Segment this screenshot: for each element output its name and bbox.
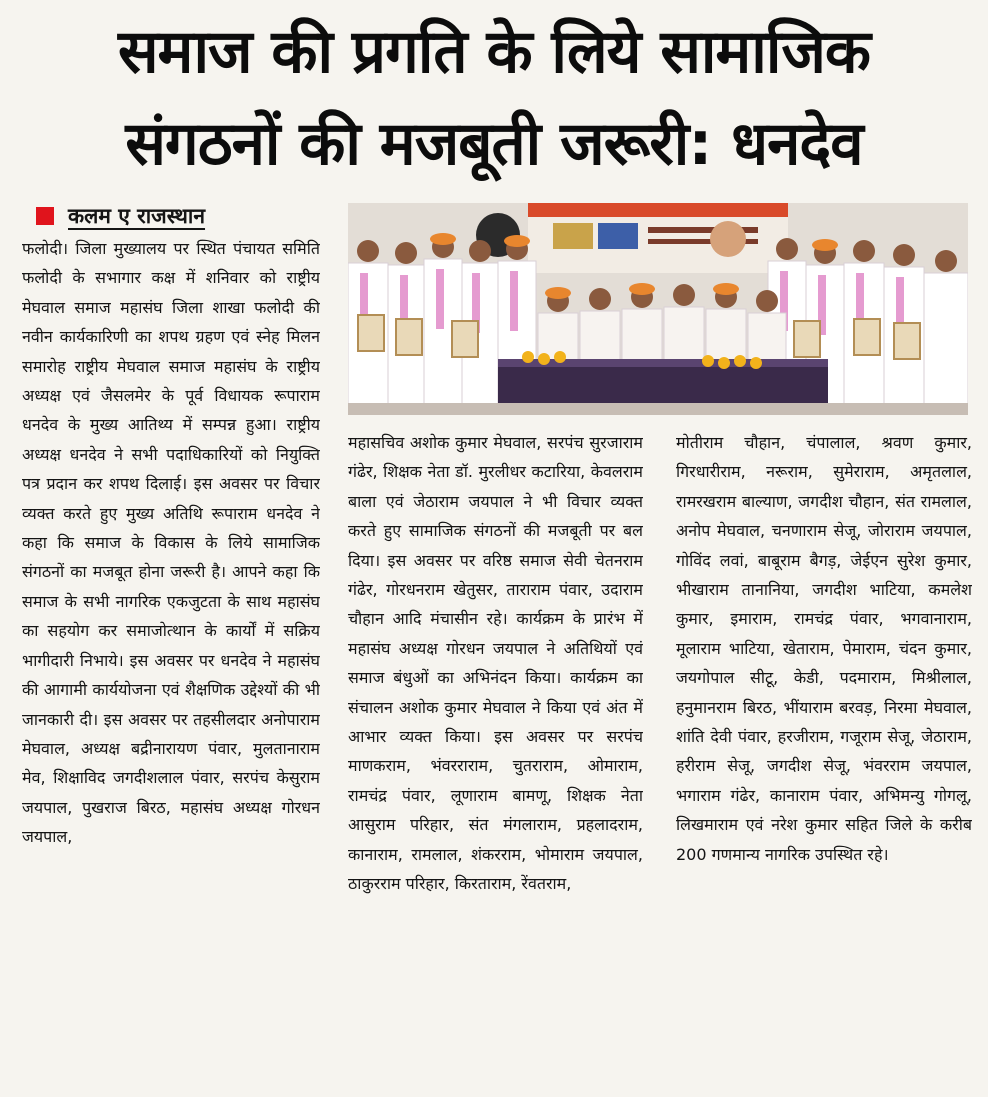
article-column-1	[22, 234, 320, 1080]
byline-square-icon	[36, 207, 54, 225]
group-photo	[348, 203, 968, 415]
article-paragraph-3: मोतीराम चौहान, चंपालाल, श्रवण कुमार, गिरधारीराम, नरूराम, सुमेराराम, अमृतलाल, रामरखराम बाल्याण, जगदीश चौहान, संत रामलाल, अनोप मेघवाल, चनणाराम सेजू, जोराराम जयपाल, गोविंद लवां, बाबूराम बैगड़, जेईएन सुरेश कुमार, भीखाराम तानानिया, जगदीश भाटिया, कमलेश कुमार, इमाराम, रामचंद्र पंवार, भगवानाराम, मूलाराम भाटिया, खेताराम, पेमाराम, चंदन कुमार, जयगोपाल सीटू, केडी, पदमाराम, मिश्रीलाल, हनुमानराम बिरठ, भींयाराम बरवड़, निरमा मेघवाल, शांति देवी पंवार, हरजीराम, गजूराम सेजू, जेठाराम, हरीराम सेजू, जगदीश सेजू, भंवरराम जयपाल, भगाराम गंढेर, कानाराम पंवार, अभिमन्यु गोगलू, लिखमाराम एवं नरेश कुमार सहित जिले के करीब 200 गणमान्य नागरिक उपस्थित रहे।	[676, 433, 972, 864]
byline-name: कलम ए राजस्थान	[68, 204, 206, 228]
article-column-2	[348, 428, 643, 1080]
headline	[0, 6, 988, 190]
headline-line-2: संगठनों की मजबूती जरूरी: धनदेव	[125, 109, 863, 179]
article-column-3	[676, 428, 972, 1080]
byline	[36, 200, 205, 232]
article-paragraph-1: फलोदी। जिला मुख्यालय पर स्थित पंचायत समिति फलोदी के सभागार कक्ष में शनिवार को राष्ट्रीय मेघवाल समाज महासंघ जिला शाखा फलोदी की नवीन कार्यकारिणी का शपथ ग्रहण एवं स्नेह मिलन समारोह राष्ट्रीय मेघवाल समाज महासंघ के राष्ट्रीय अध्यक्ष एवं जैसलमेर के पूर्व विधायक रूपाराम धनदेव के मुख्य आतिथ्य में सम्पन्न हुआ। राष्ट्रीय अध्यक्ष धनदेव ने सभी पदाधिकारियों को नियुक्ति पत्र प्रदान कर शपथ दिलाई। इस अवसर पर विचार व्यक्त करते हुए मुख्य अतिथि रूपाराम धनदेव ने कहा कि समाज के विकास के लिये सामाजिक संगठनों का मजबूत होना जरूरी है। आपने कहा कि समाज के सभी नागरिक एकजुटता के साथ महासंघ का सहयोग कर समाजोत्थान के कार्यों में सक्रिय भागीदारी निभाये। इस अवसर पर धनदेव ने महासंघ की आगामी कार्ययोजना एवं शैक्षणिक उद्देश्यों की भी जानकारी दी। इस अवसर पर तहसीलदार अनोपाराम मेघवाल, अध्यक्ष बद्रीनारायण पंवार, मुलतानाराम मेव, शिक्षाविद जगदीशलाल पंवार, सरपंच केसुराम जयपाल, पुखराज बिरठ, महासंघ अध्यक्ष गोरधन जयपाल,	[22, 239, 320, 847]
headline-line-1: समाज की प्रगति के लिये सामाजिक	[118, 17, 870, 87]
group-photo-icon	[348, 203, 968, 415]
article-paragraph-2: महासचिव अशोक कुमार मेघवाल, सरपंच सुरजाराम गंढेर, शिक्षक नेता डॉ. मुरलीधर कटारिया, केवलराम बाला एवं जेठाराम जयपाल ने भी विचार व्यक्त करते हुए सामाजिक संगठनों की मजबूती पर बल दिया। इस अवसर पर वरिष्ठ समाज सेवी चेतनराम गंढेर, गोरधनराम खेतुसर, ताराराम पंवार, उदाराम चौहान आदि मंचासीन रहे। कार्यक्रम के प्रारंभ में महासंघ अध्यक्ष गोरधन जयपाल ने अतिथियों एवं समाज बंधुओं का अभिनंदन किया। कार्यक्रम का संचालन अशोक कुमार मेघवाल ने किया एवं अंत में आभार व्यक्त किया। इस अवसर पर सरपंच माणकराम, भंवरराराम, चुतराराम, ओमाराम, रामचंद्र पंवार, लूणाराम बामणू, शिक्षक नेता आसुराम परिहार, संत मंगलाराम, प्रहलादराम, कानाराम, रामलाल, शंकरराम, भोमाराम जयपाल, ठाकुरराम परिहार, किरताराम, रेंवतराम,	[348, 433, 643, 894]
